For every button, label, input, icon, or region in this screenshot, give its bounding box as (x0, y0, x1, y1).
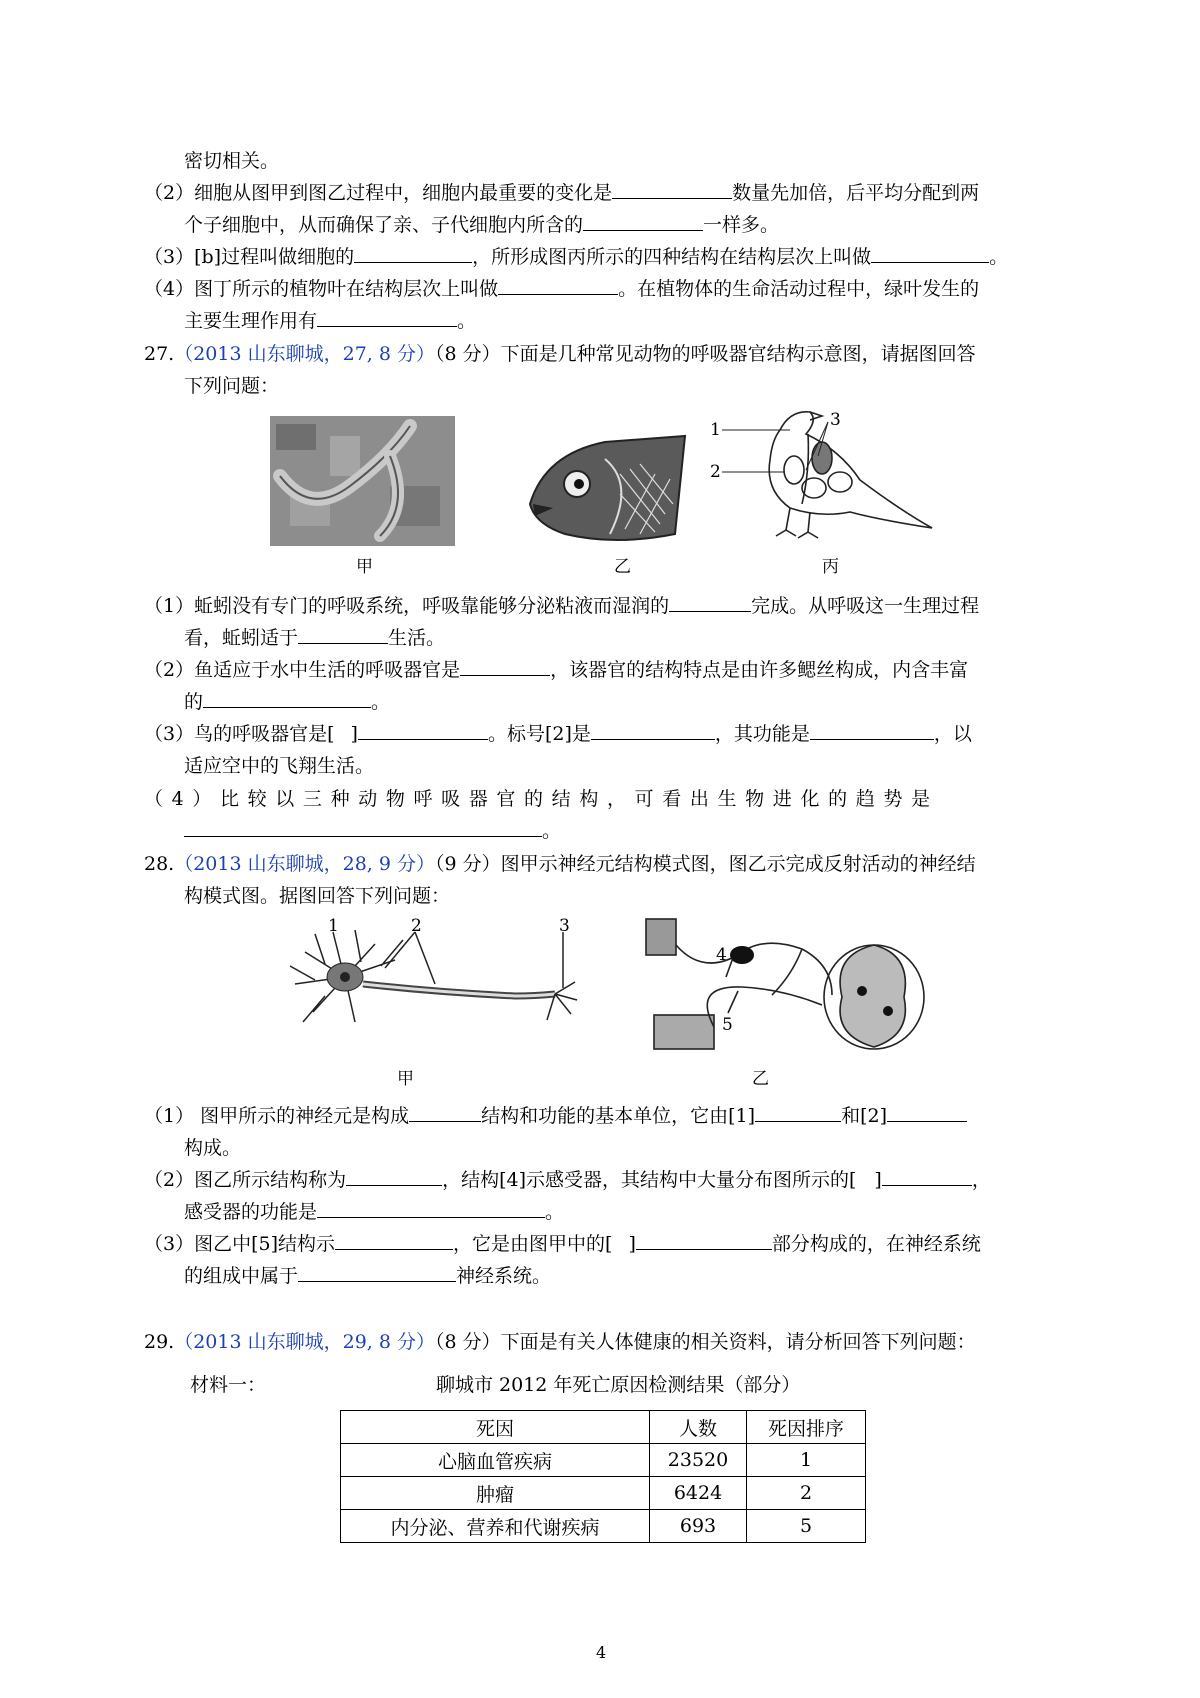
table-cell: 1 (747, 1444, 866, 1477)
table-cell: 内分泌、营养和代谢疾病 (341, 1510, 650, 1543)
q27-source: （2013 山东聊城，27, 8 分） (174, 343, 435, 365)
q29-table-title: 聊城市 2012 年死亡原因检测结果（部分） (436, 1374, 801, 1396)
answer-blank[interactable] (583, 213, 703, 231)
answer-blank[interactable] (887, 1104, 967, 1122)
answer-bracket[interactable] (856, 1169, 874, 1186)
answer-blank[interactable] (354, 245, 472, 263)
answer-blank[interactable] (755, 1104, 841, 1122)
q27-sub1-line1: （1）蚯蚓没有专门的呼吸系统，呼吸靠能够分泌粘液而湿润的 完成。从呼吸这一生理过程 (144, 595, 980, 617)
table-cell: 693 (650, 1510, 747, 1543)
answer-blank[interactable] (882, 1168, 972, 1186)
table-header-cell: 死因 (341, 1411, 650, 1444)
q26-sub3: （3）[b]过程叫做细胞的 ，所形成图丙所示的四种结构在结构层次上叫做 。 (144, 246, 1009, 268)
earthworm-figure (270, 416, 455, 546)
answer-blank[interactable] (871, 245, 989, 263)
answer-blank[interactable] (358, 722, 488, 740)
figure-label-bing: 丙 (822, 557, 839, 577)
q27-title-line1: 27.（2013 山东聊城，27, 8 分）（8 分）下面是几种常见动物的呼吸器官结构示意图，请据图回答 (144, 343, 976, 365)
answer-bracket[interactable] (612, 1233, 628, 1250)
bird-mark-3: 3 (830, 410, 841, 430)
page-number: 4 (596, 1643, 607, 1662)
reflex-mark-4: 4 (716, 945, 727, 965)
table-row (341, 1444, 866, 1477)
table-cell: 23520 (650, 1444, 747, 1477)
table-cell: 5 (747, 1510, 866, 1543)
q26-cont: 密切相关。 (184, 150, 280, 172)
answer-blank[interactable] (409, 1104, 481, 1122)
bird-respiratory-figure (710, 400, 940, 548)
answer-blank[interactable] (317, 309, 457, 327)
q28-source: （2013 山东聊城，28, 9 分） (174, 853, 435, 875)
q28-title-line2: 构模式图。据图回答下列问题： (184, 885, 451, 907)
q27-sub2-line2: 的 。 (184, 691, 391, 713)
q27-sub1-line2: 看，蚯蚓适于 生活。 (184, 627, 446, 649)
q29-material-label: 材料一： (190, 1374, 267, 1396)
fish-head-figure (525, 434, 695, 546)
q27-sub3-line1: （3）鸟的呼吸器官是[ ] 。标号[2]是 ，其功能是 ，以 (144, 723, 972, 745)
neuron-figure (285, 916, 585, 1042)
q28-sub3-line1: （3）图乙中[5]结构示 ，它是由图甲中的[ ] 部分构成的，在神经系统 (144, 1233, 981, 1255)
figure-label-jia: 甲 (356, 557, 373, 577)
answer-blank[interactable] (636, 1232, 772, 1250)
answer-blank[interactable] (612, 181, 732, 199)
table-cell: 肿瘤 (341, 1477, 650, 1510)
table-header-cell: 人数 (650, 1411, 747, 1444)
answer-blank[interactable] (346, 1168, 442, 1186)
bird-mark-2: 2 (710, 462, 721, 482)
q28-sub2-line2: 感受器的功能是 。 (184, 1201, 565, 1223)
answer-blank[interactable] (317, 1200, 545, 1218)
q28-sub2-line1: （2）图乙所示结构称为 ，结构[4]示感受器，其结构中大量分布图所示的[ ] ， (144, 1169, 991, 1191)
table-row (341, 1477, 866, 1510)
q29-source: （2013 山东聊城，29, 8 分） (174, 1331, 435, 1353)
q27-sub2-line1: （2）鱼适应于水中生活的呼吸器官是 ，该器官的结构特点是由许多鳃丝构成，内含丰富 (144, 659, 969, 681)
table-cell: 心脑血管疾病 (341, 1444, 650, 1477)
q29-title: 29.（2013 山东聊城，29, 8 分）（8 分）下面是有关人体健康的相关资料，请分析回答下列问题： (144, 1331, 976, 1353)
bird-mark-1: 1 (710, 420, 721, 440)
answer-blank[interactable] (203, 690, 371, 708)
figure-label-yi-2: 乙 (752, 1069, 769, 1089)
answer-blank[interactable] (810, 722, 934, 740)
q27-sub3-line2: 适应空中的飞翔生活。 (184, 755, 375, 777)
q26-sub2-line2: 个子细胞中，从而确保了亲、子代细胞内所含的 一样多。 (184, 214, 780, 236)
answer-blank[interactable] (184, 819, 542, 837)
answer-blank[interactable] (335, 1232, 453, 1250)
table-row (341, 1510, 866, 1543)
q26-sub4-line1: （4）图丁所示的植物叶在结构层次上叫做 。在植物体的生命活动过程中，绿叶发生的 (144, 278, 980, 300)
q26-sub2-line1: （2）细胞从图甲到图乙过程中，细胞内最重要的变化是 数量先加倍，后平均分配到两 (144, 182, 980, 204)
q27-title-line2: 下列问题： (184, 375, 280, 397)
q27-sub4-line1: （ 4 ） 比 较 以 三 种 动 物 呼 吸 器 官 的 结 构 ， 可 看 出 生 物 进 化 的 趋 势 是 (144, 788, 932, 810)
death-cause-table (340, 1410, 866, 1543)
q28-title-line1: 28.（2013 山东聊城，28, 9 分）（9 分）图甲示神经元结构模式图，图乙示完成反射活动的神经结 (144, 853, 976, 875)
q27-sub4-line2: 。 (184, 819, 561, 843)
q28-sub1-line2: 构成。 (184, 1137, 242, 1159)
reflex-arc-figure (642, 915, 932, 1055)
answer-blank[interactable] (498, 277, 618, 295)
answer-blank[interactable] (460, 658, 550, 676)
answer-blank[interactable] (669, 594, 751, 612)
table-cell: 2 (747, 1477, 866, 1510)
table-cell: 6424 (650, 1477, 747, 1510)
figure-label-yi: 乙 (614, 557, 631, 577)
q28-sub1-line1: （1） 图甲所示的神经元是构成 结构和功能的基本单位，它由[1] 和[2] (144, 1104, 967, 1128)
q28-sub3-line2: 的组成中属于 神经系统。 (184, 1265, 552, 1287)
answer-bracket[interactable] (335, 723, 351, 740)
figure-label-jia-2: 甲 (397, 1069, 414, 1089)
answer-blank[interactable] (298, 626, 388, 644)
neuron-mark-2: 2 (411, 916, 422, 936)
reflex-mark-5: 5 (722, 1015, 733, 1035)
answer-blank[interactable] (591, 722, 715, 740)
neuron-mark-1: 1 (328, 916, 339, 936)
neuron-mark-3: 3 (559, 916, 570, 936)
table-header-row (341, 1411, 866, 1444)
table-header-cell: 死因排序 (747, 1411, 866, 1444)
q26-sub4-line2: 主要生理作用有 。 (184, 310, 477, 332)
answer-blank[interactable] (298, 1264, 456, 1282)
